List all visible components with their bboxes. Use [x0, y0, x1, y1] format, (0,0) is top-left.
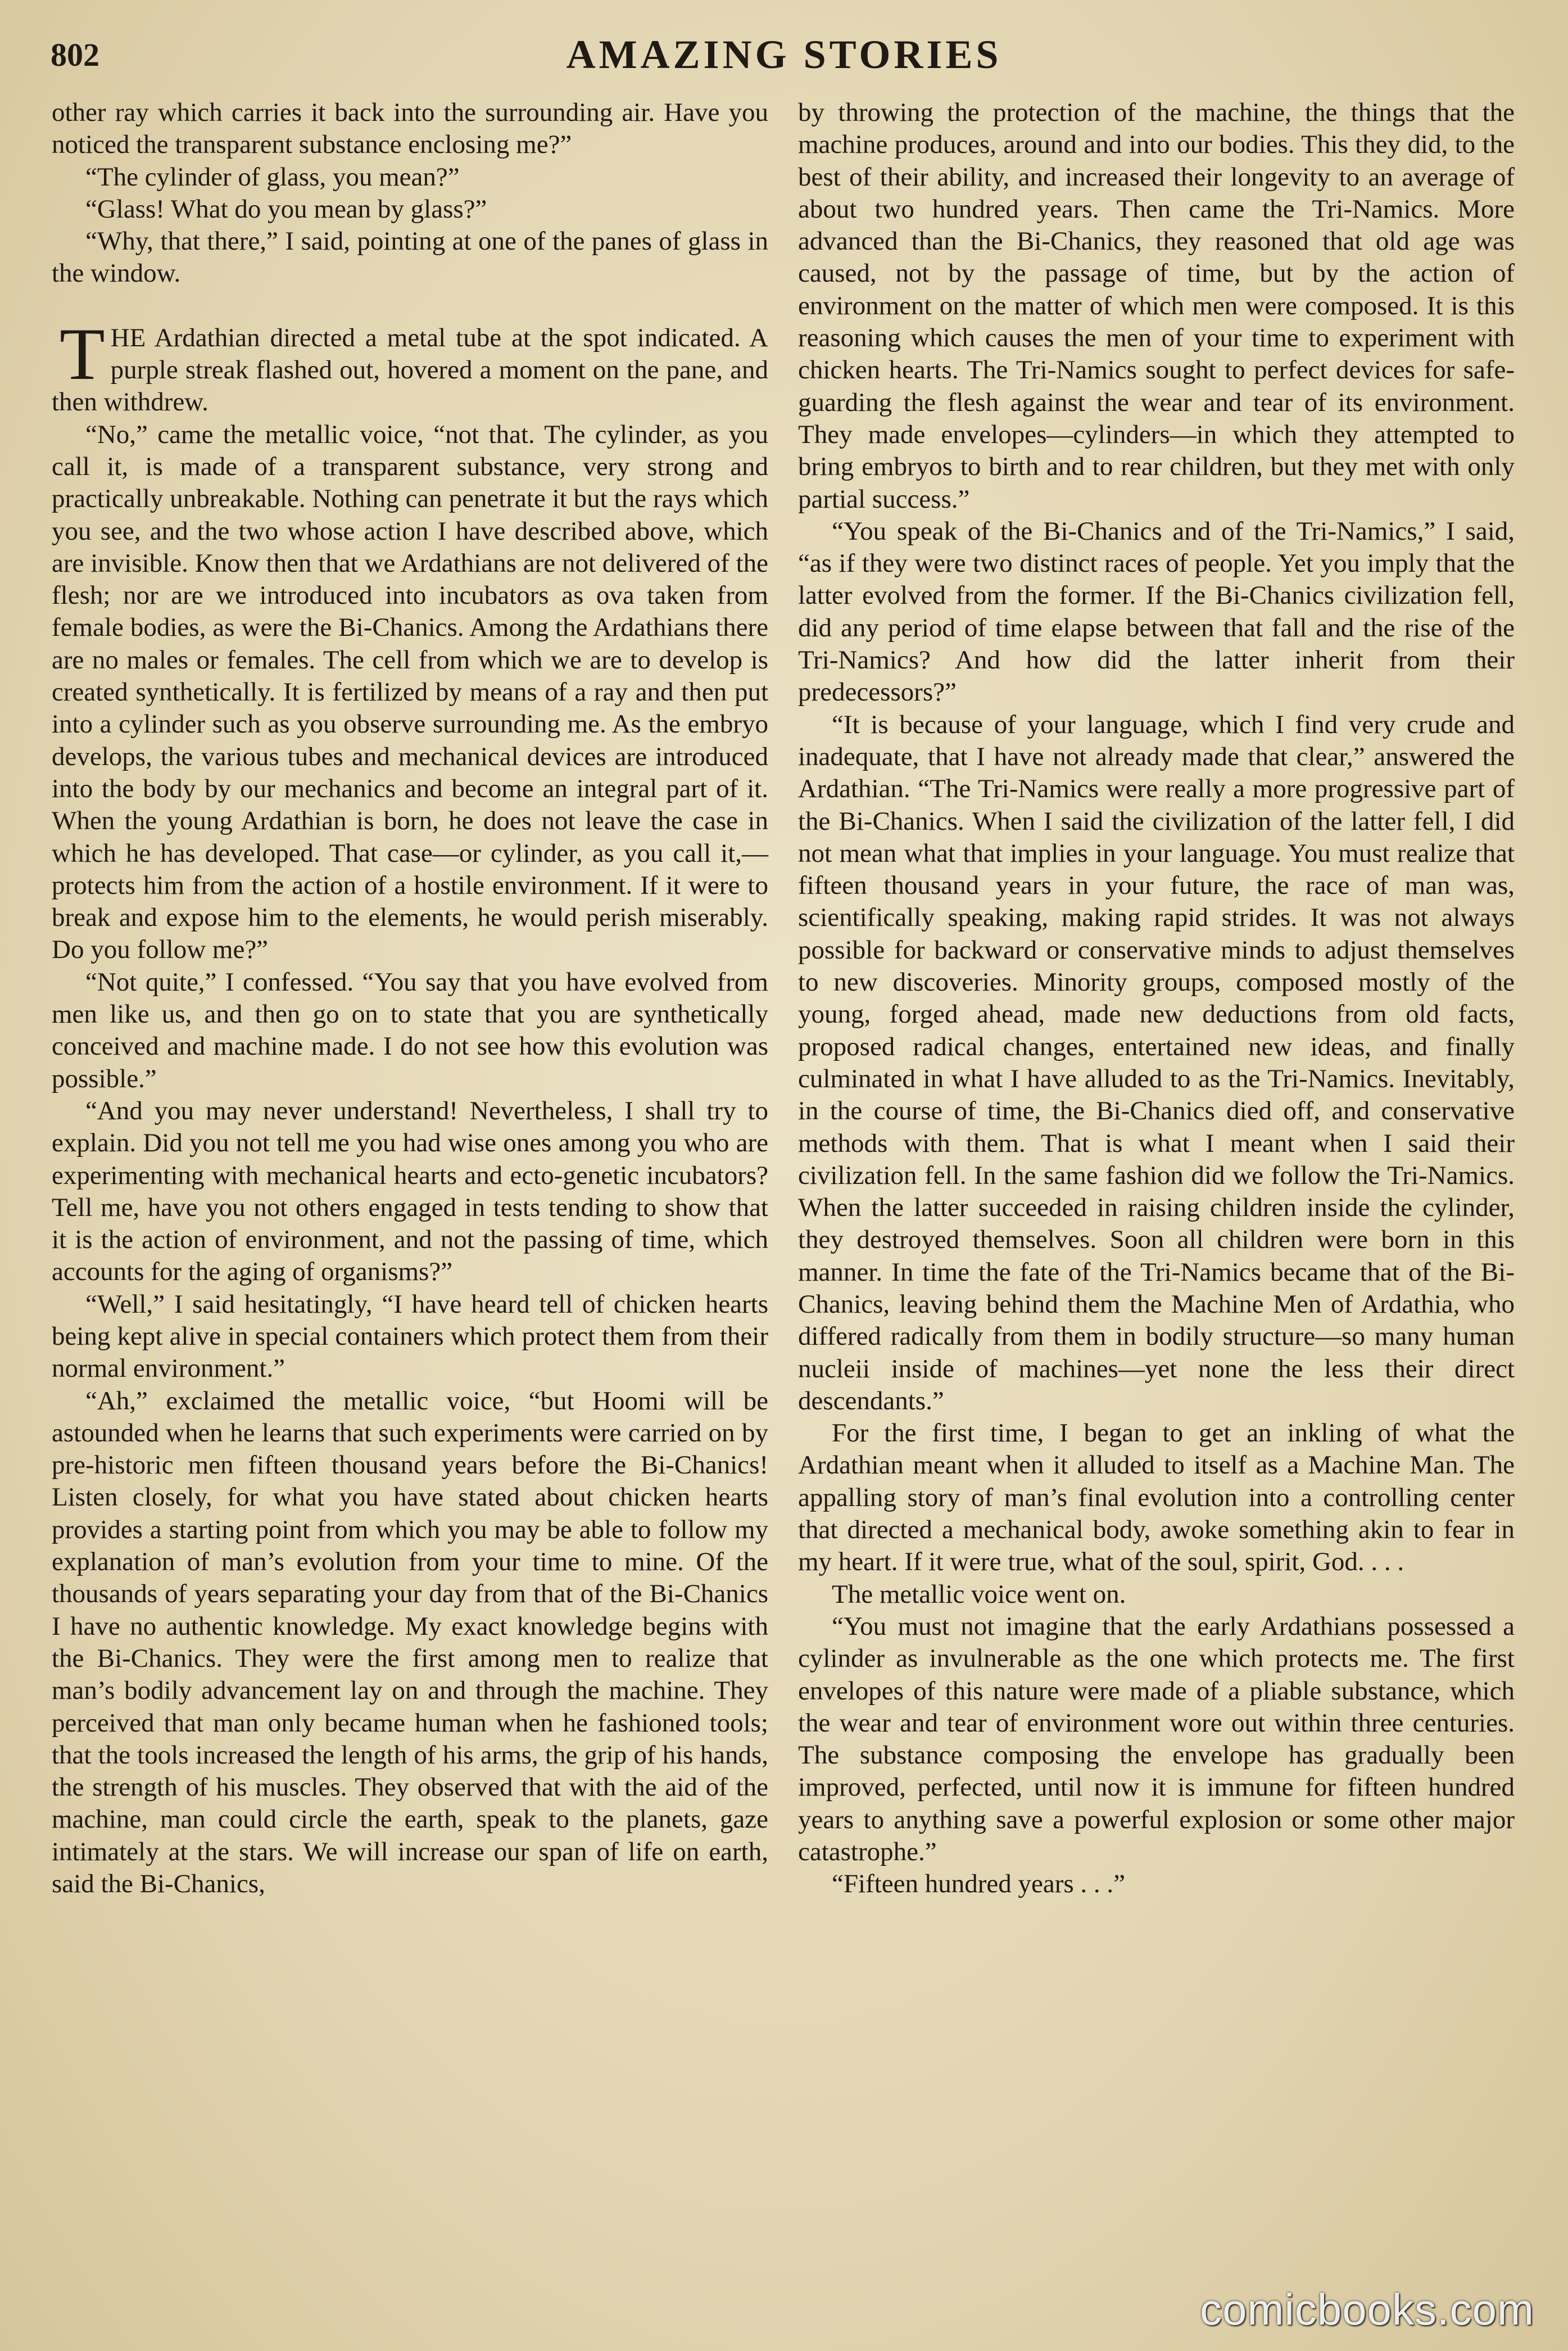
paragraph: “You must not imagine that the early Ardathians possessed a cylinder as invulnerable as the one which protects me. The first envelopes of this nature were made of a pliable substance, which the wear and tear of environment wore out within three centuries. The substance composing the envelope has gradually been improved, perfected, until now it is immune for fifteen hundred years to anything save a powerful explosion or some other major catastrophe.”	[798, 1611, 1515, 1867]
page-number: 802	[51, 37, 99, 73]
paragraph: “Why, that there,” I said, pointing at one of the panes of glass in the window.	[52, 227, 768, 288]
left-column	[52, 97, 768, 1900]
paragraph: “Ah,” exclaimed the metallic voice, “but Hoomi will be astounded when he learns that such experiments were carried on by pre-historic men fifteen thousand years before the Bi-Chanics! Listen closely, for what you have stated about chicken hearts provides a starting point from which you may be able to follow my explanation of man’s evolution from your time to mine. Of the thousands of years separating your day from that of the Bi-Chanics I have no authentic knowledge. My exact knowledge begins with the Bi-Chanics. They were the first among men to realize that man’s bodily advancement lay on and through the machine. They perceived that man only became human when he fashioned tools; that the tools increased the length of his arms, the grip of his hands, the strength of his muscles. They observed that with the aid of the machine, man could circle the earth, speak to the planets, gaze intimately at the stars. We will increase our span of life on earth, said the Bi-Chanics,	[52, 1386, 768, 1899]
section-opening-paragraph	[52, 312, 768, 419]
paragraph: “Well,” I said hesitatingly, “I have heard tell of chicken hearts being kept alive in special containers which protect them from their normal environment.”	[52, 1289, 768, 1384]
paragraph: “No,” came the metallic voice, “not that. The cylinder, as you call it, is made of a transparent substance, very strong and practically unbreakable. Nothing can penetrate it but the rays which you see, and the two whose action I have described above, which are invisible. Know then that we Ardathians are not delivered of the flesh; nor are we introduced into incubators as ova taken from female bodies, as were the Bi-Chanics. Among the Ardathians there are no males or females. The cell from which we are to develop is created synthetically. It is fertilized by means of a ray and then put into a cylinder such as you observe surrounding me. As the embryo develops, the various tubes and mechanical devices are introduced into the body by our mechanics and become an integral part of it. When the young Ardathian is born, he does not leave the case in which he has developed. That case—or cylinder, as you call it,—protects him from the action of a hostile environment. If it were to break and expose him to the elements, he would perish miserably. Do you follow me?”	[52, 419, 768, 965]
site-watermark: comicbooks.com	[1200, 2285, 1534, 2334]
paragraph: The metallic voice went on.	[832, 1579, 1126, 1609]
paragraph-text: HE Ardathian directed a metal tube at the spot indicated. A purple streak flashed out, hovered a moment on the pane, and then withdrew.	[52, 323, 768, 417]
drop-cap-letter: T	[60, 312, 105, 395]
paragraph: “It is because of your language, which I find very crude and inadequate, that I have not already made that clear,” answered the Ardathian. “The Tri-Namics were really a more progressive part of the Bi-Chanics. When I said the civilization of the latter fell, I did not mean what that implies in your language. You must realize that fifteen thousand years in your future, the race of man was, scientifically speaking, making rapid strides. It was not always possible for backward or conservative minds to adjust themselves to new discoveries. Minority groups, composed mostly of the young, forged ahead, made new deductions from old facts, proposed radical changes, entertained new ideas, and finally culminated in what I have alluded to as the Tri-Namics. Inevitably, in the course of time, the Bi-Chanics died off, and conservative methods with them. That is what I meant when I said their civilization fell. In the same fashion did we follow the Tri-Namics. When the latter succeeded in raising children inside the cylinder, they destroyed themselves. Soon all children were born in this manner. In time the fate of the Tri-Namics became that of the Bi-Chanics, leaving behind them the Machine Men of Ardathia, who differed radically from them in bodily structure—so many human nucleii inside of machines—yet none the less their direct descendants.”	[798, 709, 1515, 1416]
page-header	[51, 28, 1517, 90]
paragraph: “The cylinder of glass, you mean?”	[85, 162, 460, 192]
paragraph: “Fifteen hundred years . . .”	[832, 1869, 1126, 1899]
paragraph: “Not quite,” I confessed. “You say that you have evolved from men like us, and then go on to state that you are synthetically conceived and machine made. I do not see how this evolution was possible.”	[52, 967, 768, 1093]
paragraph: other ray which carries it back into the surrounding air. Have you noticed the transparent substance enclosing me?”	[52, 98, 768, 160]
paragraph: “You speak of the Bi-Chanics and of the Tri-Namics,” I said, “as if they were two distinct races of people. Yet you imply that the latter evolved from the former. If the Bi-Chanics civilization fell, did any period of time elapse between that fall and the rise of the Tri-Namics? And how did the latter inherit from their predecessors?”	[798, 516, 1515, 707]
running-title: AMAZING STORIES	[566, 32, 1002, 77]
paragraph: “And you may never understand! Nevertheless, I shall try to explain. Did you not tell me you had wise ones among you who are experimenting with mechanical hearts and ecto-genetic incubators? Tell me, have you not others engaged in tests tending to show that it is the action of environment, and not the passing of time, which accounts for the aging of organisms?”	[52, 1096, 768, 1287]
right-column	[798, 97, 1515, 1901]
paragraph: by throwing the protection of the machine, the things that the machine produces, around and into our bodies. This they did, to the best of their ability, and increased their longevity to an average of about two hundred years. Then came the Tri-Namics. More advanced than the Bi-Chanics, they reasoned that old age was caused, not by the passage of time, but by the action of environment on the matter of which men were composed. It is this reasoning which causes the men of your time to experiment with chicken hearts. The Tri-Namics sought to perfect devices for safe-guarding the flesh against the wear and tear of its environment. They made envelopes—cylinders—in which they attempted to bring embryos to birth and to rear children, but they met with only partial success.”	[798, 98, 1515, 514]
paragraph: For the first time, I began to get an inkling of what the Ardathian meant when it alluded to itself as a Machine Man. The appalling story of man’s final evolution into a controlling center that directed a mechanical body, awoke something akin to fear in my heart. If it were true, what of the soul, spirit, God. . . .	[798, 1418, 1515, 1577]
paragraph: “Glass! What do you mean by glass?”	[85, 194, 487, 224]
